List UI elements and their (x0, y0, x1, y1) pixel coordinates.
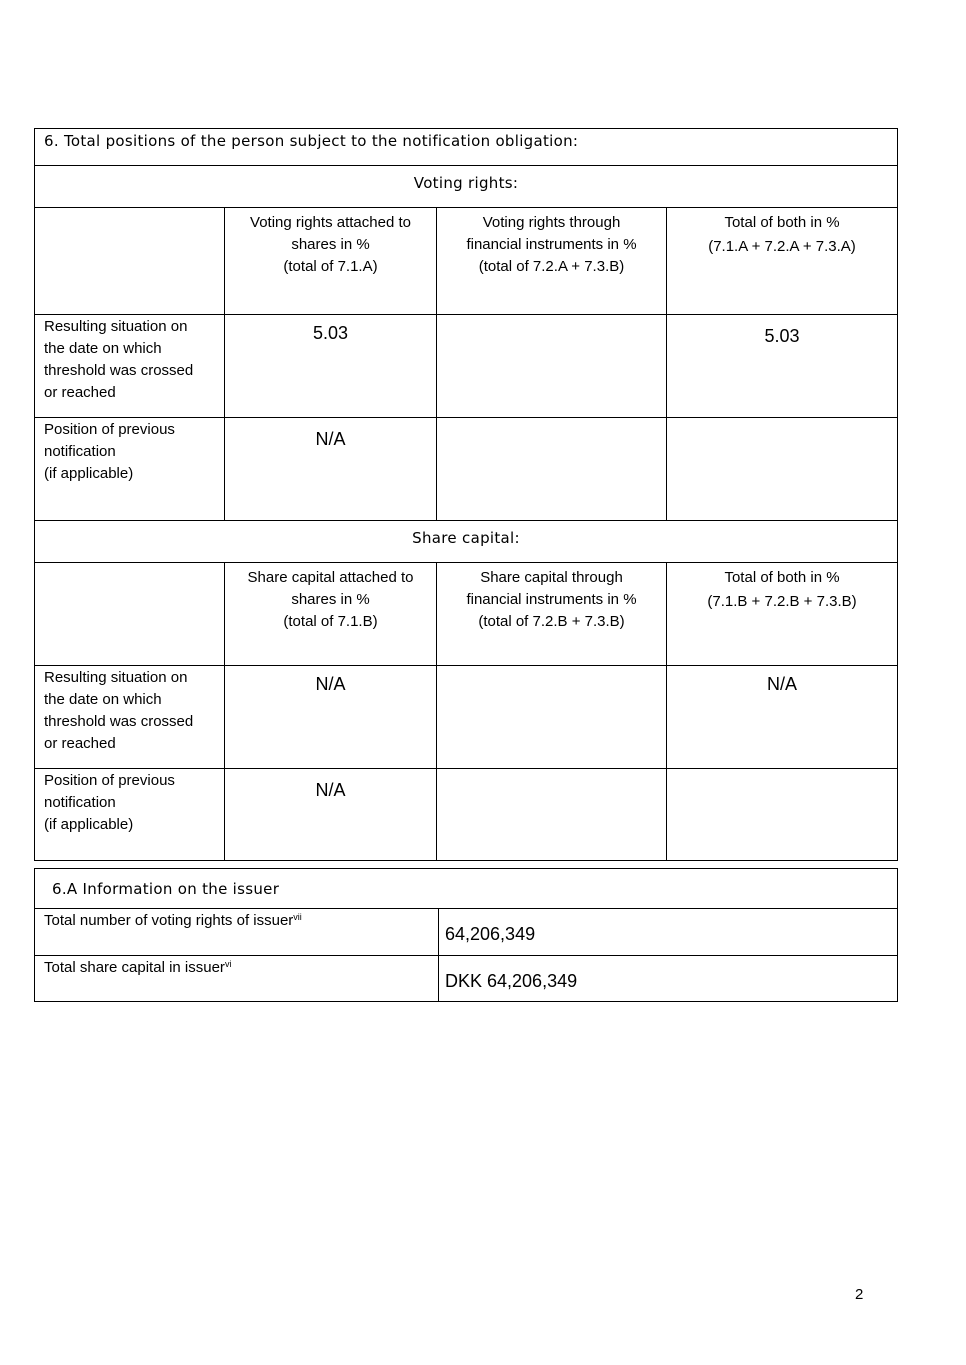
share-capital-subtitle: Share capital: (35, 521, 898, 563)
voting-total-previous-value (667, 418, 898, 521)
footnote-marker: vi (224, 959, 232, 969)
previous-position-label: Position of previous notification (if applicable) (35, 769, 225, 861)
share-instruments-header: Share capital through financial instruments in % (total of 7.2.B + 7.3.B) (437, 563, 667, 666)
voting-attached-previous-value: N/A (225, 418, 437, 521)
voting-rights-subtitle: Voting rights: (35, 166, 898, 208)
voting-total-resulting-value: 5.03 (667, 315, 898, 418)
voting-total-header: Total of both in % (7.1.A + 7.2.A + 7.3.A) (667, 208, 898, 315)
voting-attached-resulting-value: 5.03 (225, 315, 437, 418)
issuer-information-table (34, 868, 898, 1002)
page-number: 2 (855, 1286, 864, 1303)
share-attached-header: Share capital attached to shares in % (total of 7.1.B) (225, 563, 437, 666)
share-total-header: Total of both in % (7.1.B + 7.2.B + 7.3.B) (667, 563, 898, 666)
total-positions-table (34, 128, 898, 861)
empty-header-cell (35, 563, 225, 666)
voting-attached-header: Voting rights attached to shares in % (total of 7.1.A) (225, 208, 437, 315)
voting-instruments-previous-value (437, 418, 667, 521)
total-share-capital-value: DKK 64,206,349 (439, 956, 898, 1002)
total-voting-rights-value: 64,206,349 (439, 909, 898, 956)
resulting-situation-label: Resulting situation on the date on which threshold was crossed or reached (35, 666, 225, 769)
total-share-capital-label: Total share capital in issuer$^{vi}$ (35, 956, 439, 1002)
voting-instruments-resulting-value (437, 315, 667, 418)
share-attached-previous-value: N/A (225, 769, 437, 861)
empty-header-cell (35, 208, 225, 315)
issuer-section-title: 6.A Information on the issuer (35, 869, 898, 909)
share-attached-resulting-value: N/A (225, 666, 437, 769)
resulting-situation-label: Resulting situation on the date on which threshold was crossed or reached (35, 315, 225, 418)
section-6-title: 6. Total positions of the person subject to the notification obligation: (35, 129, 898, 166)
share-total-previous-value (667, 769, 898, 861)
total-voting-rights-label: Total number of voting rights of issuer$^{vii}$ (35, 909, 439, 956)
footnote-marker: vii (293, 912, 302, 922)
share-total-resulting-value: N/A (667, 666, 898, 769)
share-instruments-resulting-value (437, 666, 667, 769)
share-instruments-previous-value (437, 769, 667, 861)
voting-instruments-header: Voting rights through financial instruments in % (total of 7.2.A + 7.3.B) (437, 208, 667, 315)
previous-position-label: Position of previous notification (if applicable) (35, 418, 225, 521)
